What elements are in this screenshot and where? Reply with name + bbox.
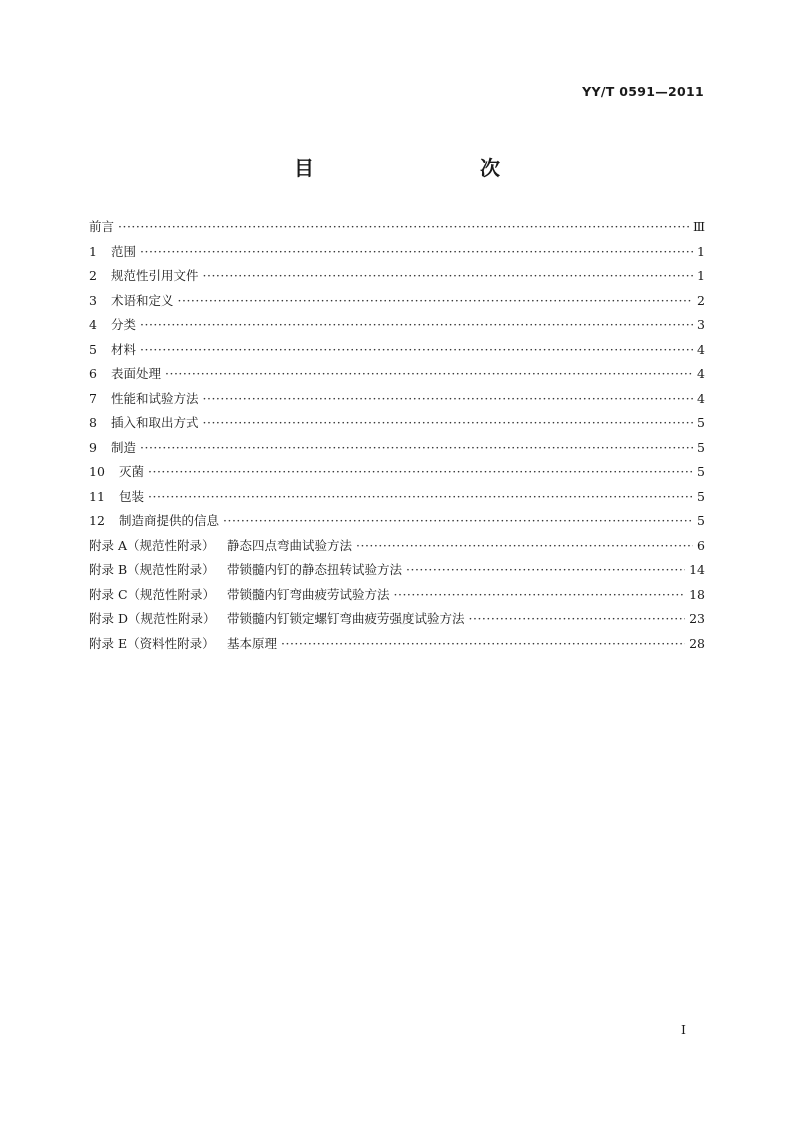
toc-dot-leader <box>118 215 689 240</box>
toc-entry[interactable] <box>89 558 705 583</box>
toc-dot-leader <box>148 460 693 485</box>
toc-entry-label: 前言 <box>89 219 115 234</box>
toc-entry-page: 4 <box>697 390 705 406</box>
toc-entry-page: 28 <box>689 635 705 651</box>
toc-entry-page: 6 <box>697 537 705 553</box>
toc-entry[interactable] <box>89 436 705 461</box>
toc-entry-label: 表面处理 <box>111 366 162 381</box>
toc-entry-number: 7 <box>89 390 97 406</box>
toc-entry[interactable] <box>89 387 705 412</box>
toc-entry[interactable] <box>89 632 705 657</box>
toc-entry-label: 插入和取出方式 <box>111 415 199 430</box>
toc-dot-leader <box>406 558 685 583</box>
toc-entry-page: 5 <box>697 464 705 479</box>
toc-entry-number: 附录 C（规范性附录） <box>89 586 216 602</box>
toc-dot-leader <box>140 313 693 338</box>
toc-entry-page: 1 <box>697 268 705 283</box>
toc-entry-page: 2 <box>697 292 705 308</box>
toc-dot-leader <box>356 534 693 559</box>
toc-entry[interactable] <box>89 362 705 387</box>
toc-entry-page: 5 <box>697 513 705 528</box>
toc-entry-label: 带锁髓内钉锁定螺钉弯曲疲劳强度试验方法 <box>227 611 465 626</box>
toc-entry-label: 规范性引用文件 <box>111 268 199 283</box>
toc-entry[interactable] <box>89 607 705 632</box>
toc-entry-label: 制造商提供的信息 <box>119 513 220 528</box>
toc-entry-number: 5 <box>89 341 97 357</box>
toc-entry-page: 5 <box>697 439 705 455</box>
toc-entry-number: 附录 A（规范性附录） <box>89 537 215 553</box>
toc-entry-number: 8 <box>89 415 97 430</box>
toc-entry-page: Ⅲ <box>692 219 705 234</box>
toc-entry[interactable] <box>89 460 705 485</box>
toc-entry-number: 附录 D（规范性附录） <box>89 611 216 626</box>
page-number: I <box>681 1022 686 1037</box>
toc-entry-page: 14 <box>689 562 705 577</box>
toc-entry[interactable] <box>89 264 705 289</box>
toc-entry-number: 2 <box>89 268 97 283</box>
toc-entry-number: 附录 E（资料性附录） <box>89 635 215 651</box>
toc-entry[interactable] <box>89 289 705 314</box>
toc-entry-label: 材料 <box>111 341 137 357</box>
toc-entry-number: 9 <box>89 439 97 455</box>
toc-entry[interactable] <box>89 338 705 363</box>
toc-entry[interactable] <box>89 240 705 265</box>
toc-entry[interactable] <box>89 509 705 534</box>
toc-entry-label: 术语和定义 <box>111 292 174 308</box>
toc-entry-label: 性能和试验方法 <box>111 390 199 406</box>
toc-dot-leader <box>140 338 693 363</box>
toc-entry-page: 1 <box>697 243 705 259</box>
page-title: 目 次 <box>294 156 542 180</box>
toc-dot-leader <box>203 264 693 289</box>
toc-entry-label: 基本原理 <box>227 635 278 651</box>
toc-entry-page: 5 <box>697 415 705 430</box>
toc-entry-page: 23 <box>689 611 705 626</box>
toc-entry-label: 包装 <box>119 488 145 504</box>
toc-dot-leader <box>140 240 693 265</box>
toc-entry-label: 灭菌 <box>119 464 145 479</box>
toc-entry-number: 6 <box>89 366 97 381</box>
toc-entry-number: 1 <box>89 243 97 259</box>
toc-entry[interactable] <box>89 411 705 436</box>
toc-entry[interactable] <box>89 534 705 559</box>
toc-dot-leader <box>394 583 686 608</box>
toc-entry-number: 4 <box>89 317 97 332</box>
toc-dot-leader <box>165 362 693 387</box>
toc-entry[interactable] <box>89 485 705 510</box>
toc-dot-leader <box>148 485 693 510</box>
toc-entry-page: 5 <box>697 488 705 504</box>
toc-entry-label: 范围 <box>111 243 137 259</box>
toc-entry-label: 带锁髓内钉弯曲疲劳试验方法 <box>227 586 390 602</box>
toc-entry-number: 10 <box>89 464 105 479</box>
toc-entry-number: 12 <box>89 513 105 528</box>
toc-dot-leader <box>203 387 693 412</box>
toc-entry-number: 附录 B（规范性附录） <box>89 562 215 577</box>
toc-entry-page: 18 <box>689 586 705 602</box>
toc-entry[interactable] <box>89 313 705 338</box>
toc-entry[interactable] <box>89 215 705 240</box>
table-of-contents <box>89 215 705 656</box>
toc-entry-number: 3 <box>89 292 97 308</box>
toc-dot-leader <box>223 509 693 534</box>
toc-dot-leader <box>140 436 693 461</box>
toc-dot-leader <box>203 411 693 436</box>
toc-entry-page: 4 <box>697 341 705 357</box>
toc-entry-label: 制造 <box>111 439 137 455</box>
toc-dot-leader <box>469 607 686 632</box>
toc-entry[interactable] <box>89 583 705 608</box>
toc-entry-label: 静态四点弯曲试验方法 <box>227 537 353 553</box>
toc-dot-leader <box>178 289 693 314</box>
toc-entry-label: 带锁髓内钉的静态扭转试验方法 <box>227 562 403 577</box>
toc-dot-leader <box>281 632 685 657</box>
toc-entry-label: 分类 <box>111 317 137 332</box>
document-code: YY/T 0591—2011 <box>582 84 704 99</box>
toc-entry-page: 4 <box>697 366 705 381</box>
toc-entry-number: 11 <box>89 488 105 504</box>
toc-entry-page: 3 <box>697 317 705 332</box>
